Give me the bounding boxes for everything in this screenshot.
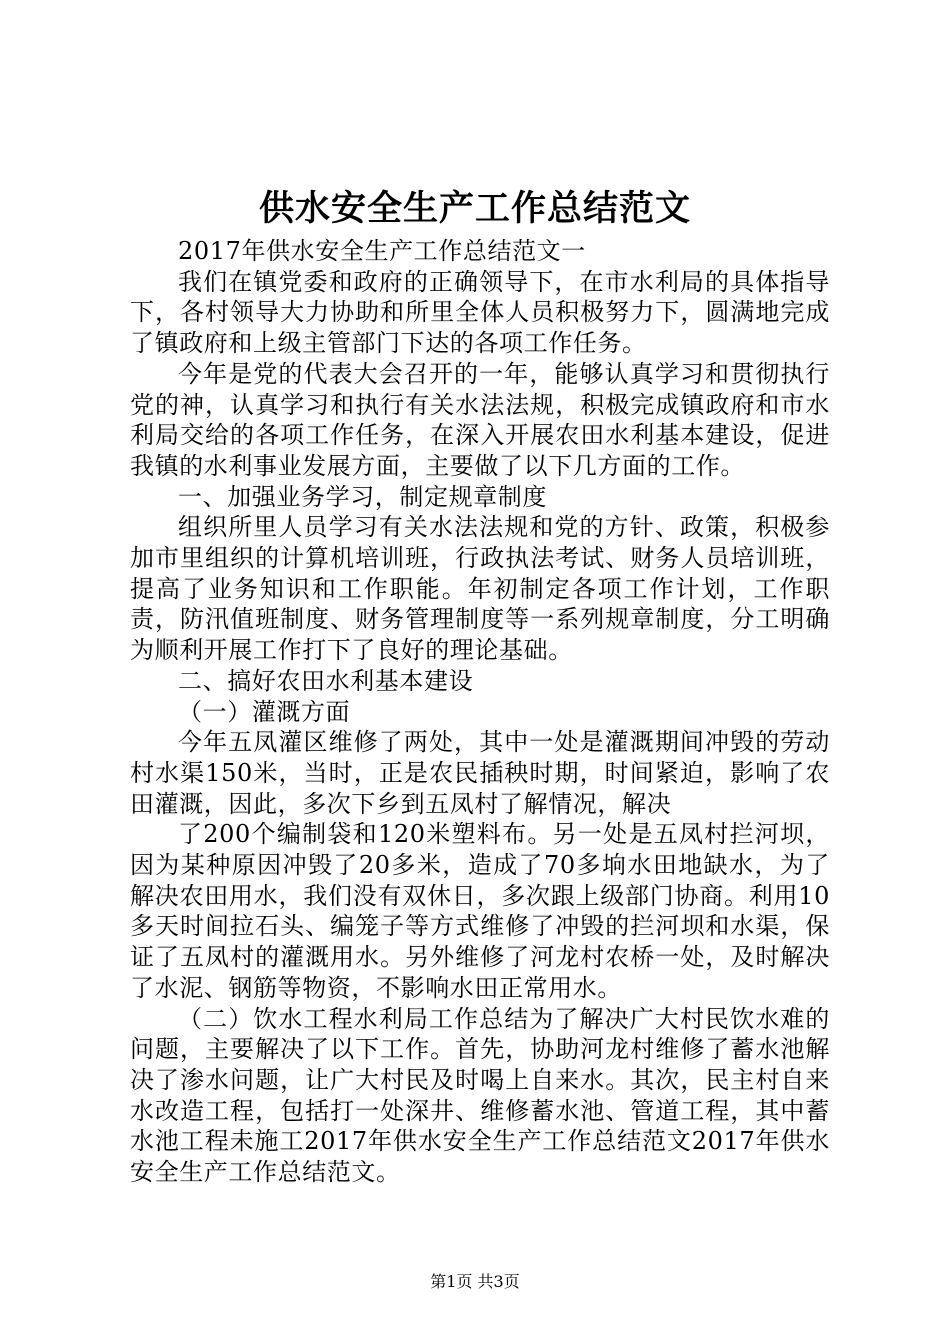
section-heading: 一、加强业务学习，制定规章制度 [178,482,547,511]
page-number-footer: 第1页 共3页 [430,1272,520,1291]
body-paragraph: 了200个编制袋和120米塑料布。另一处是五凤村拦河坝，因为某种原因冲毁了20多米，造成了70多垧水田地缺水，为了解决农田用水，我们没有双休日，多次跟上级部门协商。利用10多天时间拉石头、编笼子等方式维修了冲毁的拦河坝和水渠，保证了五凤村的灌溉用水。另外维修了河龙村农桥一处，及时解决了水泥、钢筋等物资，不影响水田正常用水。 [130,820,830,1002]
section-heading: 二、搞好农田水利基本建设 [178,666,474,695]
document-title: 供水安全生产工作总结范文 [258,188,691,229]
body-paragraph: 我们在镇党委和政府的正确领导下，在市水利局的具体指导下，各村领导大力协助和所里全体人员积极努力下，圆满地完成了镇政府和上级主管部门下达的各项工作任务。 [130,267,830,358]
body-paragraph: 今年是党的代表大会召开的一年，能够认真学习和贯彻执行党的神，认真学习和执行有关水法法规，积极完成镇政府和市水利局交给的各项工作任务，在深入开展农田水利基本建设，促进我镇的水利事业发展方面，主要做了以下几方面的工作。 [130,359,830,480]
document-body [130,236,830,1188]
body-paragraph: 今年五凤灌区维修了两处，其中一处是灌溉期间冲毁的劳动村水渠150米，当时，正是农民插秧时期，时间紧迫，影响了农田灌溉，因此，多次下乡到五凤村了解情况，解决 [130,728,830,818]
subtitle-paragraph: 2017年供水安全生产工作总结范文一 [178,237,586,265]
subsection-heading: （一）灌溉方面 [178,697,351,726]
body-paragraph: （二）饮水工程水利局工作总结为了解决广大村民饮水难的问题，主要解决了以下工作。首先，协助河龙村维修了蓄水池解决了渗水问题，让广大村民及时喝上自来水。其次，民主村自来水改造工程，包括打一处深井、维修蓄水池、管道工程，其中蓄水池工程未施工2017年供水安全生产工作总结范文2017年供水安全生产工作总结范文。 [130,1004,830,1187]
body-paragraph: 组织所里人员学习有关水法法规和党的方针、政策，积极参加市里组织的计算机培训班，行政执法考试、财务人员培训班，提高了业务知识和工作职能。年初制定各项工作计划，工作职责，防汛值班制度、财务管理制度等一系列规章制度，分工明确为顺利开展工作打下了良好的理论基础。 [130,513,830,665]
